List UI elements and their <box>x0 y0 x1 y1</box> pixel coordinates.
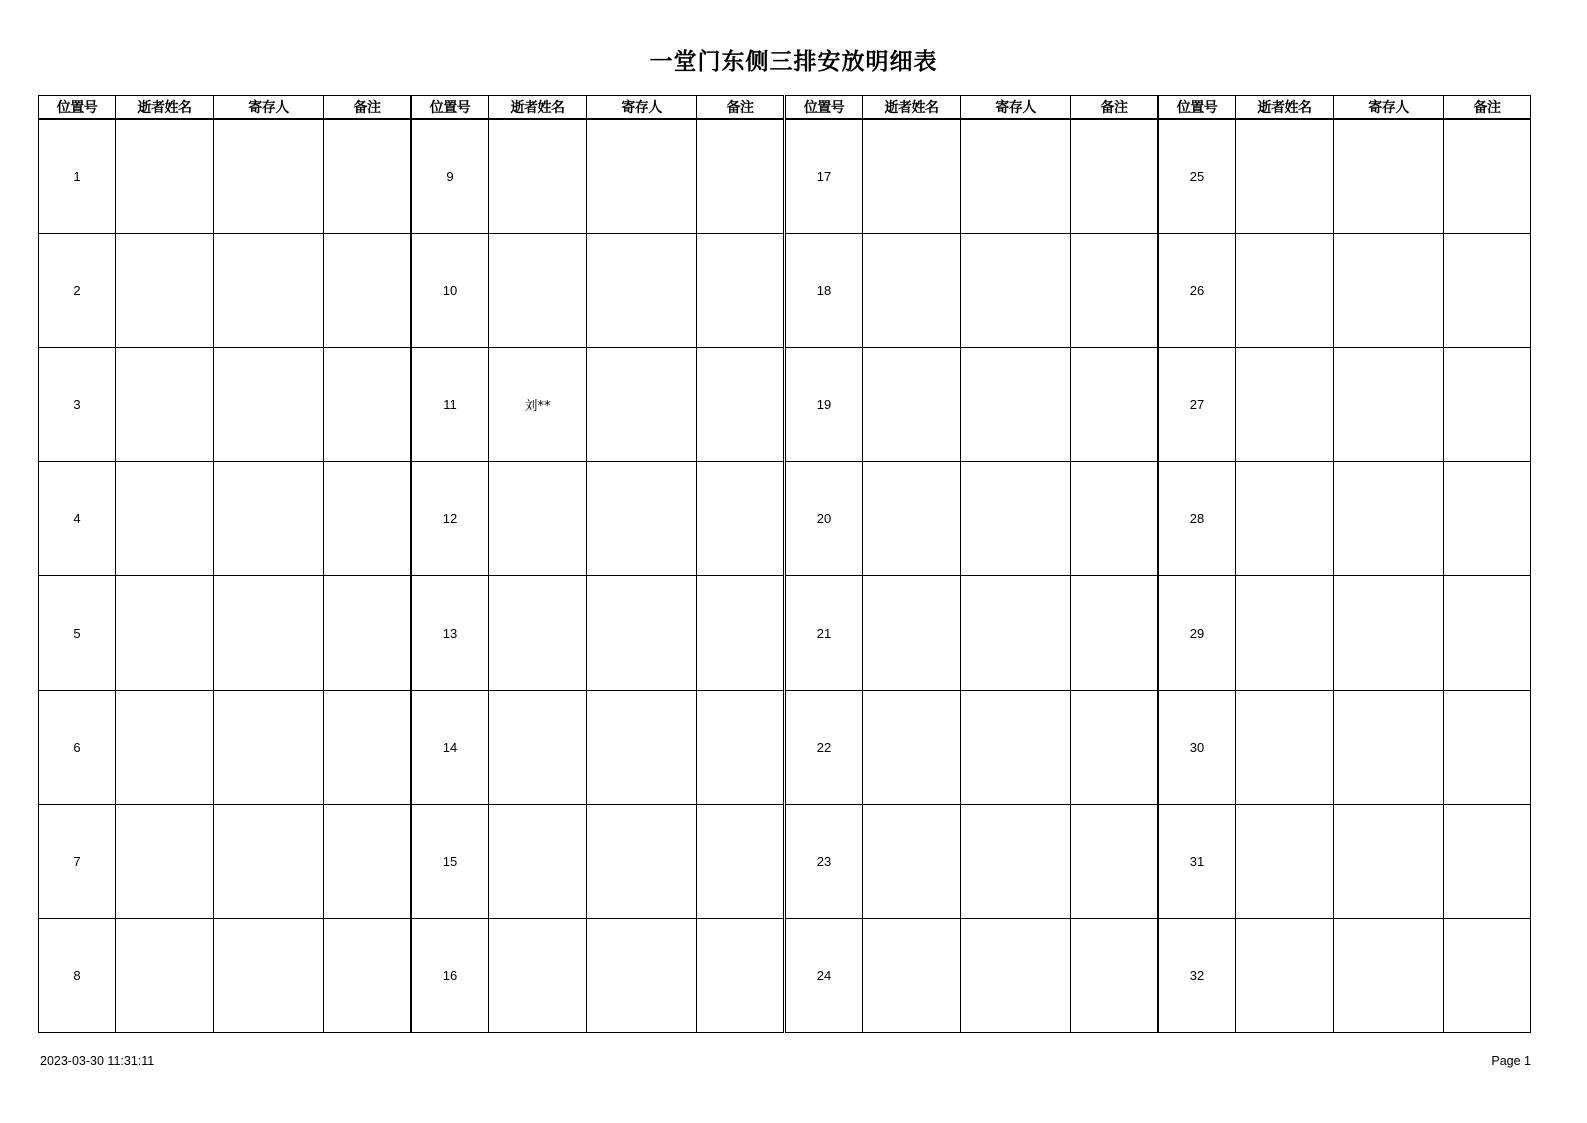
table-row <box>1159 918 1531 1032</box>
position-no-cell: 13 <box>412 576 489 690</box>
position-no-cell: 23 <box>786 804 863 918</box>
deceased-name-cell <box>489 576 587 690</box>
table-row <box>39 690 411 804</box>
deceased-name-cell <box>116 576 214 690</box>
depositor-cell <box>587 234 697 348</box>
position-no-cell: 12 <box>412 462 489 576</box>
deceased-name-cell <box>1236 348 1334 462</box>
depositor-cell <box>961 690 1071 804</box>
table-row <box>412 576 784 690</box>
deceased-name-cell <box>489 119 587 234</box>
deceased-name-cell <box>863 576 961 690</box>
header-position-no: 位置号 <box>1159 96 1236 120</box>
depositor-cell <box>961 462 1071 576</box>
deceased-name-cell <box>1236 690 1334 804</box>
remarks-cell <box>1071 576 1158 690</box>
header-deceased-name: 逝者姓名 <box>863 96 961 120</box>
table-row <box>786 348 1158 462</box>
remarks-cell <box>324 804 411 918</box>
position-no-cell: 8 <box>39 918 116 1032</box>
position-no-cell: 24 <box>786 918 863 1032</box>
table-row <box>786 918 1158 1032</box>
page-title: 一堂门东侧三排安放明细表 <box>649 48 938 75</box>
table-row <box>1159 576 1531 690</box>
depositor-cell <box>1334 234 1444 348</box>
depositor-cell <box>587 918 697 1032</box>
deceased-name-cell <box>116 234 214 348</box>
header-position-no: 位置号 <box>786 96 863 120</box>
table-row <box>412 690 784 804</box>
depositor-cell <box>1334 690 1444 804</box>
table-block-1 <box>38 95 411 1033</box>
depositor-cell <box>214 348 324 462</box>
remarks-cell <box>1444 690 1531 804</box>
table-row <box>39 119 411 234</box>
table-row <box>39 234 411 348</box>
position-no-cell: 15 <box>412 804 489 918</box>
deceased-name-cell <box>863 918 961 1032</box>
table-row <box>1159 690 1531 804</box>
remarks-cell <box>1444 804 1531 918</box>
table-row <box>39 348 411 462</box>
remarks-cell <box>697 462 784 576</box>
header-deceased-name: 逝者姓名 <box>489 96 587 120</box>
deceased-name-cell <box>1236 918 1334 1032</box>
remarks-cell <box>1071 690 1158 804</box>
position-no-cell: 20 <box>786 462 863 576</box>
depositor-cell <box>1334 804 1444 918</box>
table-row <box>786 804 1158 918</box>
position-no-cell: 18 <box>786 234 863 348</box>
deceased-name-cell <box>116 918 214 1032</box>
remarks-cell <box>697 690 784 804</box>
remarks-cell <box>324 119 411 234</box>
position-no-cell: 30 <box>1159 690 1236 804</box>
deceased-name-cell <box>116 690 214 804</box>
header-remarks: 备注 <box>324 96 411 120</box>
deceased-name-cell <box>116 462 214 576</box>
deceased-name-cell <box>489 804 587 918</box>
depositor-cell <box>961 576 1071 690</box>
table-row <box>39 804 411 918</box>
position-no-cell: 9 <box>412 119 489 234</box>
remarks-cell <box>697 576 784 690</box>
table-row <box>1159 234 1531 348</box>
deceased-name-cell <box>489 918 587 1032</box>
position-no-cell: 1 <box>39 119 116 234</box>
position-no-cell: 11 <box>412 348 489 462</box>
deceased-name-cell <box>863 804 961 918</box>
depositor-cell <box>961 804 1071 918</box>
depositor-cell <box>214 234 324 348</box>
table-block-4 <box>1158 95 1531 1033</box>
deceased-name-cell <box>863 690 961 804</box>
header-deceased-name: 逝者姓名 <box>116 96 214 120</box>
table-row <box>786 234 1158 348</box>
position-no-cell: 22 <box>786 690 863 804</box>
position-no-cell: 16 <box>412 918 489 1032</box>
position-no-cell: 14 <box>412 690 489 804</box>
depositor-cell <box>1334 462 1444 576</box>
table-row <box>786 576 1158 690</box>
table-row <box>786 690 1158 804</box>
position-no-cell: 32 <box>1159 918 1236 1032</box>
deceased-name-cell <box>489 690 587 804</box>
position-no-cell: 6 <box>39 690 116 804</box>
header-depositor: 寄存人 <box>214 96 324 120</box>
table-row <box>412 462 784 576</box>
header-depositor: 寄存人 <box>1334 96 1444 120</box>
deceased-name-cell <box>863 348 961 462</box>
remarks-cell <box>1444 918 1531 1032</box>
depositor-cell <box>961 918 1071 1032</box>
table-row <box>1159 348 1531 462</box>
table-row <box>1159 462 1531 576</box>
header-position-no: 位置号 <box>412 96 489 120</box>
position-no-cell: 17 <box>786 119 863 234</box>
deceased-name-cell <box>116 348 214 462</box>
depositor-cell <box>587 119 697 234</box>
depositor-cell <box>587 462 697 576</box>
remarks-cell <box>1444 348 1531 462</box>
table-row <box>1159 804 1531 918</box>
depositor-cell <box>1334 348 1444 462</box>
depositor-cell <box>1334 576 1444 690</box>
remarks-cell <box>324 348 411 462</box>
table-row <box>412 348 784 462</box>
depositor-cell <box>214 119 324 234</box>
table-row <box>39 462 411 576</box>
deceased-name-cell <box>1236 119 1334 234</box>
position-no-cell: 31 <box>1159 804 1236 918</box>
header-depositor: 寄存人 <box>961 96 1071 120</box>
remarks-cell <box>1071 119 1158 234</box>
position-no-cell: 4 <box>39 462 116 576</box>
position-no-cell: 5 <box>39 576 116 690</box>
depositor-cell <box>1334 918 1444 1032</box>
table-row <box>39 918 411 1032</box>
remarks-cell <box>1444 462 1531 576</box>
remarks-cell <box>324 462 411 576</box>
remarks-cell <box>1071 348 1158 462</box>
remarks-cell <box>324 576 411 690</box>
table-row <box>412 119 784 234</box>
deceased-name-cell <box>1236 576 1334 690</box>
remarks-cell <box>697 918 784 1032</box>
position-no-cell: 10 <box>412 234 489 348</box>
remarks-cell <box>697 348 784 462</box>
page-number: Page 1 <box>1491 1054 1531 1068</box>
table-row <box>786 119 1158 234</box>
header-remarks: 备注 <box>697 96 784 120</box>
position-no-cell: 25 <box>1159 119 1236 234</box>
depositor-cell <box>961 119 1071 234</box>
deceased-name-cell <box>863 234 961 348</box>
remarks-cell <box>697 119 784 234</box>
remarks-cell <box>324 234 411 348</box>
depositor-cell <box>961 234 1071 348</box>
table-row <box>786 462 1158 576</box>
deceased-name-cell <box>116 119 214 234</box>
depositor-cell <box>587 576 697 690</box>
position-no-cell: 28 <box>1159 462 1236 576</box>
header-row <box>1159 96 1531 120</box>
deceased-name-cell <box>1236 804 1334 918</box>
header-row <box>786 96 1158 120</box>
depositor-cell <box>961 348 1071 462</box>
remarks-cell <box>324 918 411 1032</box>
deceased-name-cell <box>1236 234 1334 348</box>
position-no-cell: 2 <box>39 234 116 348</box>
depositor-cell <box>214 690 324 804</box>
position-no-cell: 29 <box>1159 576 1236 690</box>
deceased-name-cell <box>863 119 961 234</box>
deceased-name-cell <box>1236 462 1334 576</box>
depositor-cell <box>214 918 324 1032</box>
remarks-cell <box>1071 462 1158 576</box>
position-no-cell: 7 <box>39 804 116 918</box>
table-row <box>412 804 784 918</box>
depositor-cell <box>587 690 697 804</box>
header-remarks: 备注 <box>1071 96 1158 120</box>
header-row <box>412 96 784 120</box>
table-block-2 <box>411 95 784 1033</box>
header-position-no: 位置号 <box>39 96 116 120</box>
position-no-cell: 26 <box>1159 234 1236 348</box>
deceased-name-cell <box>116 804 214 918</box>
remarks-cell <box>1071 804 1158 918</box>
deceased-name-cell: 刘** <box>489 348 587 462</box>
deceased-name-cell <box>863 462 961 576</box>
remarks-cell <box>324 690 411 804</box>
depositor-cell <box>1334 119 1444 234</box>
print-timestamp: 2023-03-30 11:31:11 <box>40 1054 155 1068</box>
position-no-cell: 27 <box>1159 348 1236 462</box>
remarks-cell <box>1071 234 1158 348</box>
depositor-cell <box>214 804 324 918</box>
table-row <box>1159 119 1531 234</box>
remarks-cell <box>1444 234 1531 348</box>
remarks-cell <box>697 234 784 348</box>
remarks-cell <box>1071 918 1158 1032</box>
header-row <box>39 96 411 120</box>
remarks-cell <box>1444 576 1531 690</box>
depositor-cell <box>587 804 697 918</box>
table-block-3 <box>785 95 1158 1033</box>
header-deceased-name: 逝者姓名 <box>1236 96 1334 120</box>
position-no-cell: 21 <box>786 576 863 690</box>
depositor-cell <box>214 576 324 690</box>
table-row <box>412 918 784 1032</box>
table-row <box>412 234 784 348</box>
table-row <box>39 576 411 690</box>
remarks-cell <box>697 804 784 918</box>
deceased-name-cell <box>489 234 587 348</box>
position-no-cell: 19 <box>786 348 863 462</box>
deceased-name-cell <box>489 462 587 576</box>
depositor-cell <box>587 348 697 462</box>
header-depositor: 寄存人 <box>587 96 697 120</box>
remarks-cell <box>1444 119 1531 234</box>
position-no-cell: 3 <box>39 348 116 462</box>
depositor-cell <box>214 462 324 576</box>
header-remarks: 备注 <box>1444 96 1531 120</box>
